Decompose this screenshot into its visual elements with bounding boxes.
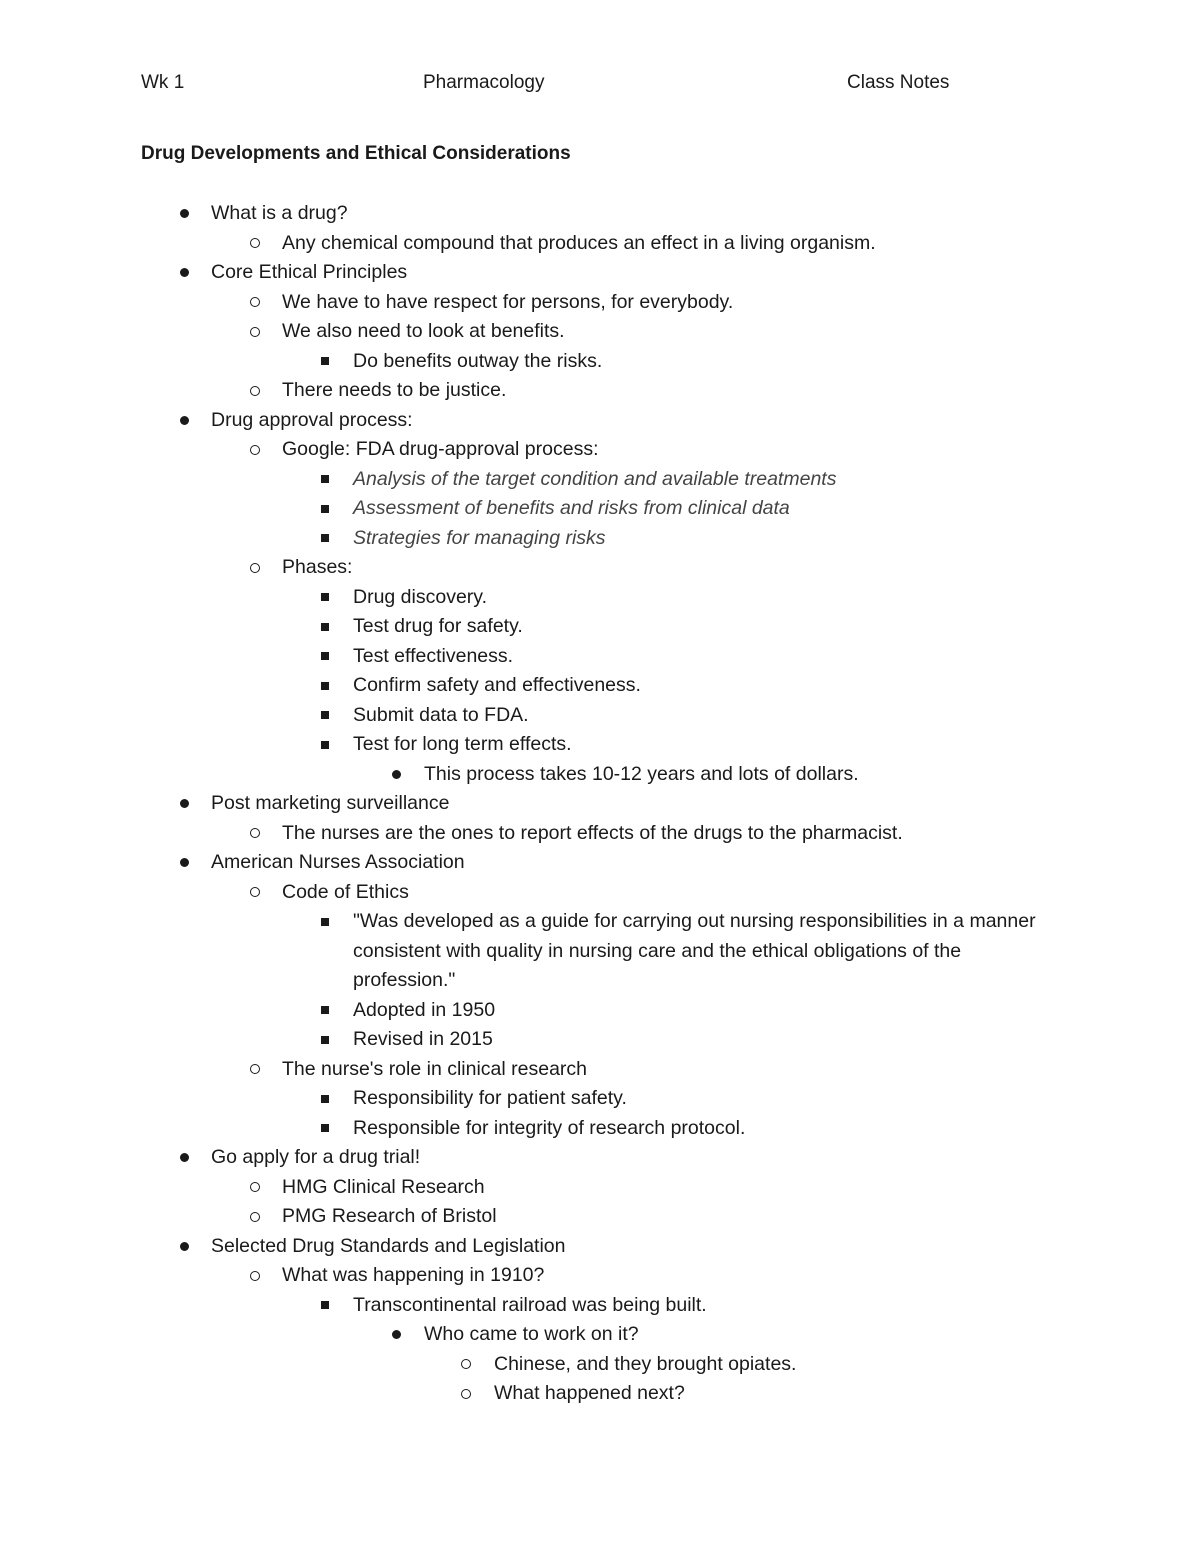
list-item-text: Core Ethical Principles	[211, 261, 408, 283]
list-item	[0, 1232, 1200, 1262]
list-item-text: We also need to look at benefits.	[282, 320, 565, 342]
list-item-text: Responsible for integrity of research protocol.	[353, 1116, 746, 1139]
bullet-dot-icon	[386, 760, 406, 790]
bullet-circle-icon	[456, 1379, 476, 1409]
notes-list	[0, 199, 1200, 1409]
bullet-circle-icon	[245, 553, 265, 583]
bullet-square-icon	[315, 671, 335, 701]
bullet-square-icon	[315, 1291, 335, 1321]
list-item-text: Strategies for managing risks	[353, 526, 606, 549]
list-item-text: What was happening in 1910?	[282, 1264, 545, 1286]
bullet-circle-icon	[245, 376, 265, 406]
list-item	[0, 730, 1200, 760]
list-item	[0, 347, 1200, 377]
list-item	[0, 819, 1200, 849]
bullet-circle-icon	[245, 288, 265, 318]
bullet-dot-icon	[174, 1232, 194, 1262]
list-item-text: Chinese, and they brought opiates.	[494, 1352, 797, 1375]
list-item-text: Drug approval process:	[211, 408, 413, 431]
list-item	[0, 1055, 1200, 1085]
bullet-square-icon	[315, 612, 335, 642]
list-item-text: Phases:	[282, 556, 353, 578]
list-item	[0, 465, 1200, 495]
page-header	[141, 72, 1041, 98]
list-item-text: Transcontinental railroad was being built.	[353, 1293, 707, 1316]
list-item	[0, 494, 1200, 524]
list-item	[0, 1320, 1200, 1350]
list-item-text: PMG Research of Bristol	[282, 1205, 497, 1227]
bullet-square-icon	[315, 1114, 335, 1144]
list-item	[0, 642, 1200, 672]
bullet-square-icon	[315, 524, 335, 554]
list-item-text: Do benefits outway the risks.	[353, 349, 603, 372]
bullet-circle-icon	[245, 1173, 265, 1203]
bullet-circle-icon	[456, 1350, 476, 1380]
bullet-dot-icon	[174, 848, 194, 878]
list-item	[0, 878, 1200, 908]
bullet-circle-icon	[245, 1202, 265, 1232]
list-item-text: What happened next?	[494, 1382, 685, 1404]
bullet-dot-icon	[174, 1143, 194, 1173]
list-item-text: Test effectiveness.	[353, 644, 514, 667]
list-item-text: Adopted in 1950	[353, 998, 496, 1021]
list-item-text: Who came to work on it?	[424, 1323, 639, 1345]
list-item-text: Code of Ethics	[282, 880, 409, 903]
bullet-circle-icon	[245, 1261, 265, 1291]
list-item	[0, 583, 1200, 613]
list-item	[0, 376, 1200, 406]
bullet-square-icon	[315, 730, 335, 760]
bullet-dot-icon	[174, 406, 194, 436]
list-item-text: Selected Drug Standards and Legislation	[211, 1234, 566, 1257]
bullet-square-icon	[315, 1084, 335, 1114]
list-item	[0, 1379, 1200, 1409]
list-item	[0, 848, 1200, 878]
list-item-text: Any chemical compound that produces an effect in a living organism.	[282, 231, 876, 254]
bullet-dot-icon	[386, 1320, 406, 1350]
bullet-square-icon	[315, 701, 335, 731]
list-item-text: The nurses are the ones to report effects of the drugs to the pharmacist.	[282, 821, 903, 844]
list-item-text: Post marketing surveillance	[211, 792, 450, 814]
list-item-text: Analysis of the target condition and available treatments	[353, 467, 837, 490]
list-item	[0, 1261, 1200, 1291]
list-item-text: HMG Clinical Research	[282, 1175, 485, 1198]
list-item	[0, 199, 1200, 229]
list-item-text: Go apply for a drug trial!	[211, 1146, 421, 1168]
list-item	[0, 612, 1200, 642]
bullet-dot-icon	[174, 258, 194, 288]
list-item	[0, 1173, 1200, 1203]
list-item	[0, 996, 1200, 1026]
list-item	[0, 1084, 1200, 1114]
list-item-text: Responsibility for patient safety.	[353, 1087, 627, 1109]
list-item-text: There needs to be justice.	[282, 379, 507, 401]
list-item	[0, 406, 1200, 436]
header-subject: Pharmacology	[423, 72, 545, 93]
list-item	[0, 229, 1200, 259]
bullet-square-icon	[315, 494, 335, 524]
list-item	[0, 317, 1200, 347]
list-item-text: American Nurses Association	[211, 851, 465, 873]
list-item	[0, 1291, 1200, 1321]
list-item	[0, 671, 1200, 701]
bullet-square-icon	[315, 347, 335, 377]
bullet-square-icon	[315, 996, 335, 1026]
bullet-dot-icon	[174, 789, 194, 819]
bullet-circle-icon	[245, 819, 265, 849]
list-item	[0, 553, 1200, 583]
list-item-text: Test for long term effects.	[353, 733, 572, 755]
list-item	[0, 288, 1200, 318]
bullet-circle-icon	[245, 317, 265, 347]
bullet-circle-icon	[245, 1055, 265, 1085]
list-item-text: Submit data to FDA.	[353, 703, 529, 726]
document-title: Drug Developments and Ethical Considerations	[141, 143, 571, 164]
bullet-circle-icon	[245, 435, 265, 465]
list-item-text: What is a drug?	[211, 202, 348, 224]
list-item-text: Revised in 2015	[353, 1028, 493, 1050]
list-item	[0, 701, 1200, 731]
list-item	[0, 1025, 1200, 1055]
list-item	[0, 1350, 1200, 1380]
list-item-text: Confirm safety and effectiveness.	[353, 674, 641, 696]
bullet-circle-icon	[245, 229, 265, 259]
list-item-text: We have to have respect for persons, for everybody.	[282, 290, 734, 313]
list-item	[0, 258, 1200, 288]
list-item	[0, 907, 1036, 996]
list-item-text: Drug discovery.	[353, 585, 488, 608]
bullet-circle-icon	[245, 878, 265, 908]
list-item	[0, 760, 1200, 790]
list-item	[0, 524, 1200, 554]
list-item	[0, 435, 1200, 465]
bullet-square-icon	[315, 583, 335, 613]
bullet-square-icon	[315, 1025, 335, 1055]
list-item	[0, 1143, 1200, 1173]
list-item	[0, 1202, 1200, 1232]
list-item	[0, 1114, 1200, 1144]
list-item-text: Google: FDA drug-approval process:	[282, 438, 599, 460]
bullet-square-icon	[315, 465, 335, 495]
bullet-dot-icon	[174, 199, 194, 229]
list-item-text: Test drug for safety.	[353, 615, 523, 637]
header-note-type: Class Notes	[847, 72, 950, 93]
bullet-square-icon	[315, 642, 335, 672]
list-item-text: Assessment of benefits and risks from clinical data	[353, 497, 790, 519]
list-item-text: "Was developed as a guide for carrying out nursing responsibilities in a manner consistent with quality in nursing care and the ethical obligations of the profession."	[353, 910, 1036, 991]
header-week: Wk 1	[141, 72, 185, 93]
bullet-square-icon	[315, 907, 335, 937]
list-item-text: This process takes 10-12 years and lots of dollars.	[424, 762, 859, 785]
list-item	[0, 789, 1200, 819]
list-item-text: The nurse's role in clinical research	[282, 1057, 588, 1080]
